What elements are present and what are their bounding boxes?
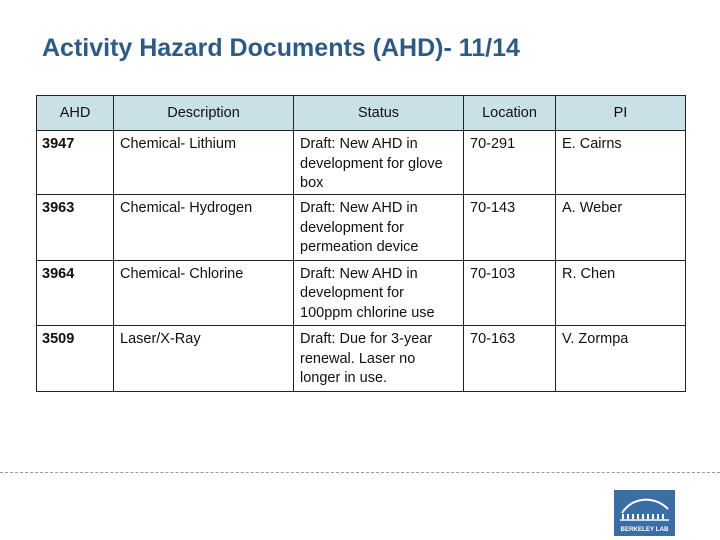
cell-location: 70-291 (464, 131, 556, 195)
cell-pi: A. Weber (556, 195, 686, 261)
column-header-status: Status (294, 96, 464, 131)
table-row (37, 260, 686, 326)
cell-ahd: 3963 (37, 195, 114, 261)
table-row (37, 326, 686, 392)
table-header-row (37, 96, 686, 131)
column-header-ahd: AHD (37, 96, 114, 131)
cell-status: Draft: Due for 3-year renewal. Laser no longer in use. (294, 326, 464, 392)
column-header-location: Location (464, 96, 556, 131)
cell-ahd: 3509 (37, 326, 114, 392)
cell-location: 70-163 (464, 326, 556, 392)
cell-status: Draft: New AHD in development for 100ppm chlorine use (294, 260, 464, 326)
column-header-description: Description (114, 96, 294, 131)
table-row (37, 195, 686, 261)
cell-description: Chemical- Chlorine (114, 260, 294, 326)
table-row (37, 131, 686, 195)
cell-ahd: 3964 (37, 260, 114, 326)
cell-pi: R. Chen (556, 260, 686, 326)
footer-divider (0, 472, 720, 473)
berkeley-lab-logo (614, 490, 675, 536)
logo-text: BERKELEY LAB (620, 526, 669, 533)
cell-status: Draft: New AHD in development for glove box (294, 131, 464, 195)
cell-location: 70-103 (464, 260, 556, 326)
ahd-table (36, 95, 686, 392)
cell-location: 70-143 (464, 195, 556, 261)
column-header-pi: PI (556, 96, 686, 131)
cell-description: Chemical- Hydrogen (114, 195, 294, 261)
cell-pi: E. Cairns (556, 131, 686, 195)
page-title: Activity Hazard Documents (AHD)- 11/14 (42, 34, 520, 62)
cell-description: Chemical- Lithium (114, 131, 294, 195)
cell-ahd: 3947 (37, 131, 114, 195)
cell-description: Laser/X-Ray (114, 326, 294, 392)
cell-pi: V. Zormpa (556, 326, 686, 392)
cell-status: Draft: New AHD in development for permeation device (294, 195, 464, 261)
